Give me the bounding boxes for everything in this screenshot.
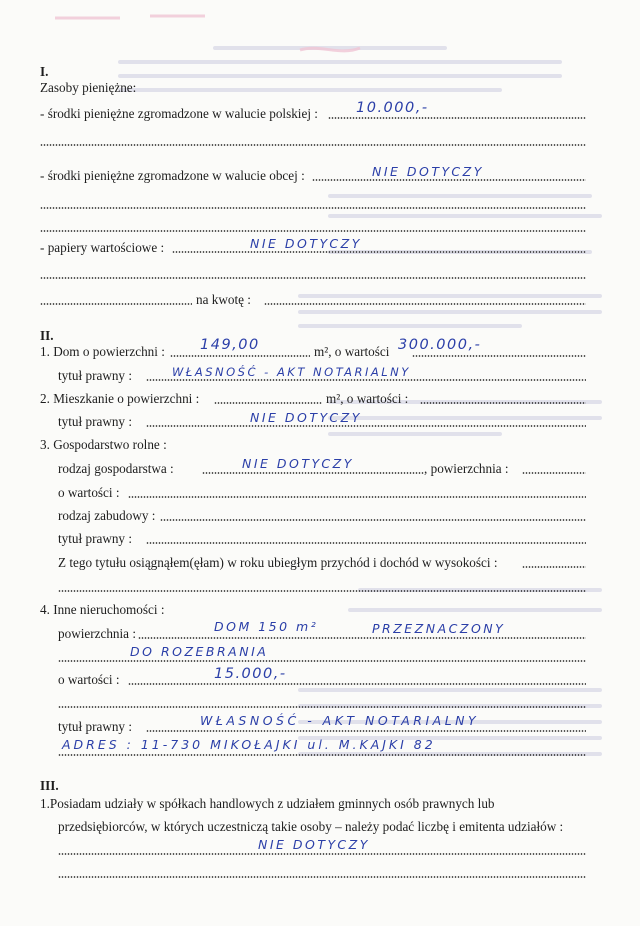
pln-funds-value: 10.000,-: [356, 100, 429, 116]
foreign-funds-continuation-line-2[interactable]: [40, 230, 586, 232]
flat-area-label: 2. Mieszkanie o powierzchni :: [40, 391, 200, 406]
other-area-purpose-value-2: DO ROZEBRANIA: [130, 644, 269, 659]
shares-answer-continuation-line[interactable]: [58, 876, 586, 878]
farm-type-value: NIE DOTYCZY: [242, 456, 354, 471]
securities-label: - papiery wartościowe :: [40, 240, 165, 255]
securities-description-field[interactable]: [40, 303, 192, 305]
shares-question-line-2: przedsiębiorców, w których uczestniczą takie osoby – należy podać liczbę i emitenta udziałów :: [58, 819, 564, 834]
pln-funds-label: - środki pieniężne zgromadzone w walucie polskiej :: [40, 106, 318, 121]
flat-m2-value-label: m², o wartości :: [326, 391, 409, 406]
house-title-field[interactable]: [146, 379, 586, 381]
shares-answer-value: NIE DOTYCZY: [258, 837, 370, 852]
other-title-value: WŁASNOŚĆ - AKT NOTARIALNY: [200, 713, 480, 728]
amount-label: na kwotę :: [196, 292, 251, 307]
amount-field[interactable]: [264, 303, 586, 305]
other-property-label: 4. Inne nieruchomości :: [40, 602, 165, 617]
other-area-continuation-line[interactable]: [58, 660, 586, 662]
shares-question-line-1: 1.Posiadam udziały w spółkach handlowych z udziałem gminnych osób prawnych lub: [40, 796, 495, 811]
other-title-field[interactable]: [146, 730, 586, 732]
foreign-funds-label: - środki pieniężne zgromadzone w walucie obcej :: [40, 168, 305, 183]
other-area-value: DOM 150 m²: [214, 619, 319, 634]
other-value-label: o wartości :: [58, 672, 120, 687]
other-address-line[interactable]: [58, 754, 586, 756]
other-value-field[interactable]: [128, 683, 586, 685]
farm-income-label: Z tego tytułu osiągnąłem(ęłam) w roku ubiegłym przychód i dochód w wysokości :: [58, 555, 498, 570]
house-area-label: 1. Dom o powierzchni :: [40, 344, 165, 359]
flat-title-field[interactable]: [146, 425, 586, 427]
farm-area-field[interactable]: [522, 472, 586, 474]
farm-area-label: , powierzchnia :: [424, 461, 509, 476]
farm-type-field[interactable]: [202, 472, 424, 474]
pln-funds-field[interactable]: [328, 117, 586, 119]
house-title-label: tytuł prawny :: [58, 368, 132, 383]
house-area-field[interactable]: [170, 355, 310, 357]
farm-value-label: o wartości :: [58, 485, 120, 500]
farm-income-field[interactable]: [522, 566, 586, 568]
other-value: 15.000,-: [214, 666, 287, 682]
securities-field[interactable]: [172, 251, 586, 253]
house-m2-value-label: m², o wartości: [314, 344, 390, 359]
farm-title-field[interactable]: [146, 542, 586, 544]
other-value-continuation-line[interactable]: [58, 706, 586, 708]
house-title-value: WŁASNOŚĆ - AKT NOTARIALNY: [172, 365, 411, 379]
flat-title-value: NIE DOTYCZY: [250, 410, 362, 425]
flat-area-field[interactable]: [214, 402, 322, 404]
house-value-field[interactable]: [412, 355, 586, 357]
section-2-numeral: II.: [40, 328, 54, 343]
other-address-value: ADRES : 11-730 MIKOŁAJKI ul. M.KAJKI 82: [62, 737, 436, 752]
farm-value-field[interactable]: [128, 496, 586, 498]
farm-buildings-field[interactable]: [160, 519, 586, 521]
securities-value: NIE DOTYCZY: [250, 236, 362, 251]
section-1-heading: Zasoby pieniężne:: [40, 80, 137, 95]
house-area-value: 149,00: [200, 337, 260, 353]
foreign-funds-value: NIE DOTYCZY: [372, 164, 484, 179]
other-title-label: tytuł prawny :: [58, 719, 132, 734]
pln-funds-continuation-line[interactable]: [40, 144, 586, 146]
flat-value-field[interactable]: [420, 402, 586, 404]
other-area-field[interactable]: [138, 637, 586, 639]
flat-title-label: tytuł prawny :: [58, 414, 132, 429]
farm-type-label: rodzaj gospodarstwa :: [58, 461, 174, 476]
farm-buildings-label: rodzaj zabudowy :: [58, 508, 156, 523]
farm-label: 3. Gospodarstwo rolne :: [40, 437, 167, 452]
securities-continuation-line[interactable]: [40, 277, 586, 279]
section-3-numeral: III.: [40, 778, 59, 793]
other-area-label: powierzchnia :: [58, 626, 136, 641]
farm-title-label: tytuł prawny :: [58, 531, 132, 546]
shares-answer-field[interactable]: [58, 853, 586, 855]
foreign-funds-continuation-line[interactable]: [40, 207, 586, 209]
house-value: 300.000,-: [398, 337, 482, 353]
section-1-numeral: I.: [40, 64, 49, 79]
farm-income-continuation-line[interactable]: [58, 590, 586, 592]
other-area-purpose-value: PRZEZNACZONY: [372, 621, 506, 636]
foreign-funds-field[interactable]: [312, 179, 586, 181]
